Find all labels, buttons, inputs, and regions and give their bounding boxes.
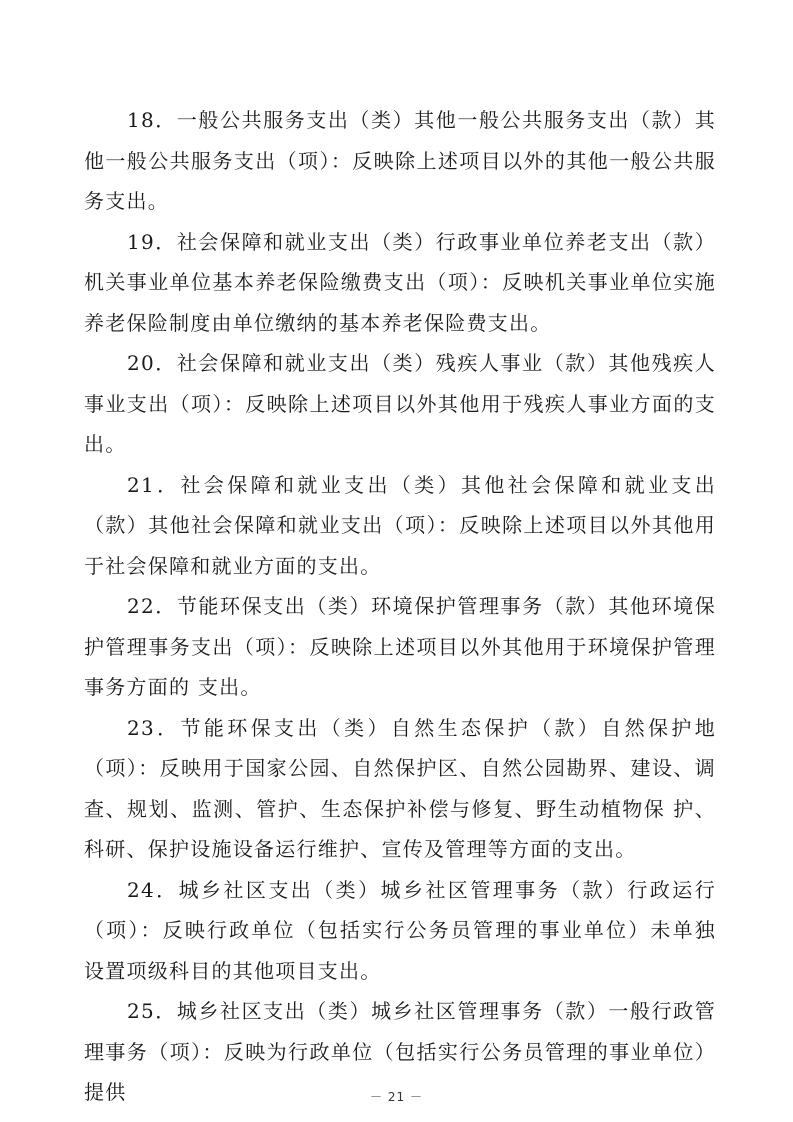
paragraph-item-23: 23．节能环保支出（类）自然生态保护（款）自然保护地（项）：反映用于国家公园、自然保护区、自然公园勘界、建设、调 查、规划、监测、管护、生态保护补偿与修复、野生动植物保 护、科研、保护设施设备运行维护、宣传及管理等方面的支出。	[84, 715, 716, 861]
document-body	[84, 100, 716, 1113]
paragraph-item-20: 20．社会保障和就业支出（类）残疾人事业（款）其他残疾人事业支出（项）：反映除上述项目以外其他用于残疾人事业方面的支出。	[84, 351, 716, 456]
paragraph-item-21: 21．社会保障和就业支出（类）其他社会保障和就业支出（款）其他社会保障和就业支出（项）：反映除上述项目以外其他用于社会保障和就业方面的支出。	[84, 472, 716, 578]
paragraph-item-18: 18．一般公共服务支出（类）其他一般公共服务支出（款）其他一般公共服务支出（项）：反映除上述项目以外的其他一般公共服务支出。	[84, 108, 716, 213]
paragraph-item-25: 25．城乡社区支出（类）城乡社区管理事务（款）一般行政管理事务（项）：反映为行政单位（包括实行公务员管理的事业单位）提供	[84, 999, 716, 1104]
paragraph-item-19: 19．社会保障和就业支出（类）行政事业单位养老支出（款）机关事业单位基本养老保险缴费支出（项）：反映机关事业单位实施养老保险制度由单位缴纳的基本养老保险费支出。	[84, 229, 716, 335]
paragraph-item-22: 22．节能环保支出（类）环境保护管理事务（款）其他环境保护管理事务支出（项）：反映除上述项目以外其他用于环境保护管理事务方面的 支出。	[84, 594, 716, 699]
paragraph-item-24: 24．城乡社区支出（类）城乡社区管理事务（款）行政运行（项）：反映行政单位（包括实行公务员管理的事业单位）未单独 设置项级科目的其他项目支出。	[84, 877, 716, 983]
page-number: － 21 －	[370, 1090, 423, 1104]
